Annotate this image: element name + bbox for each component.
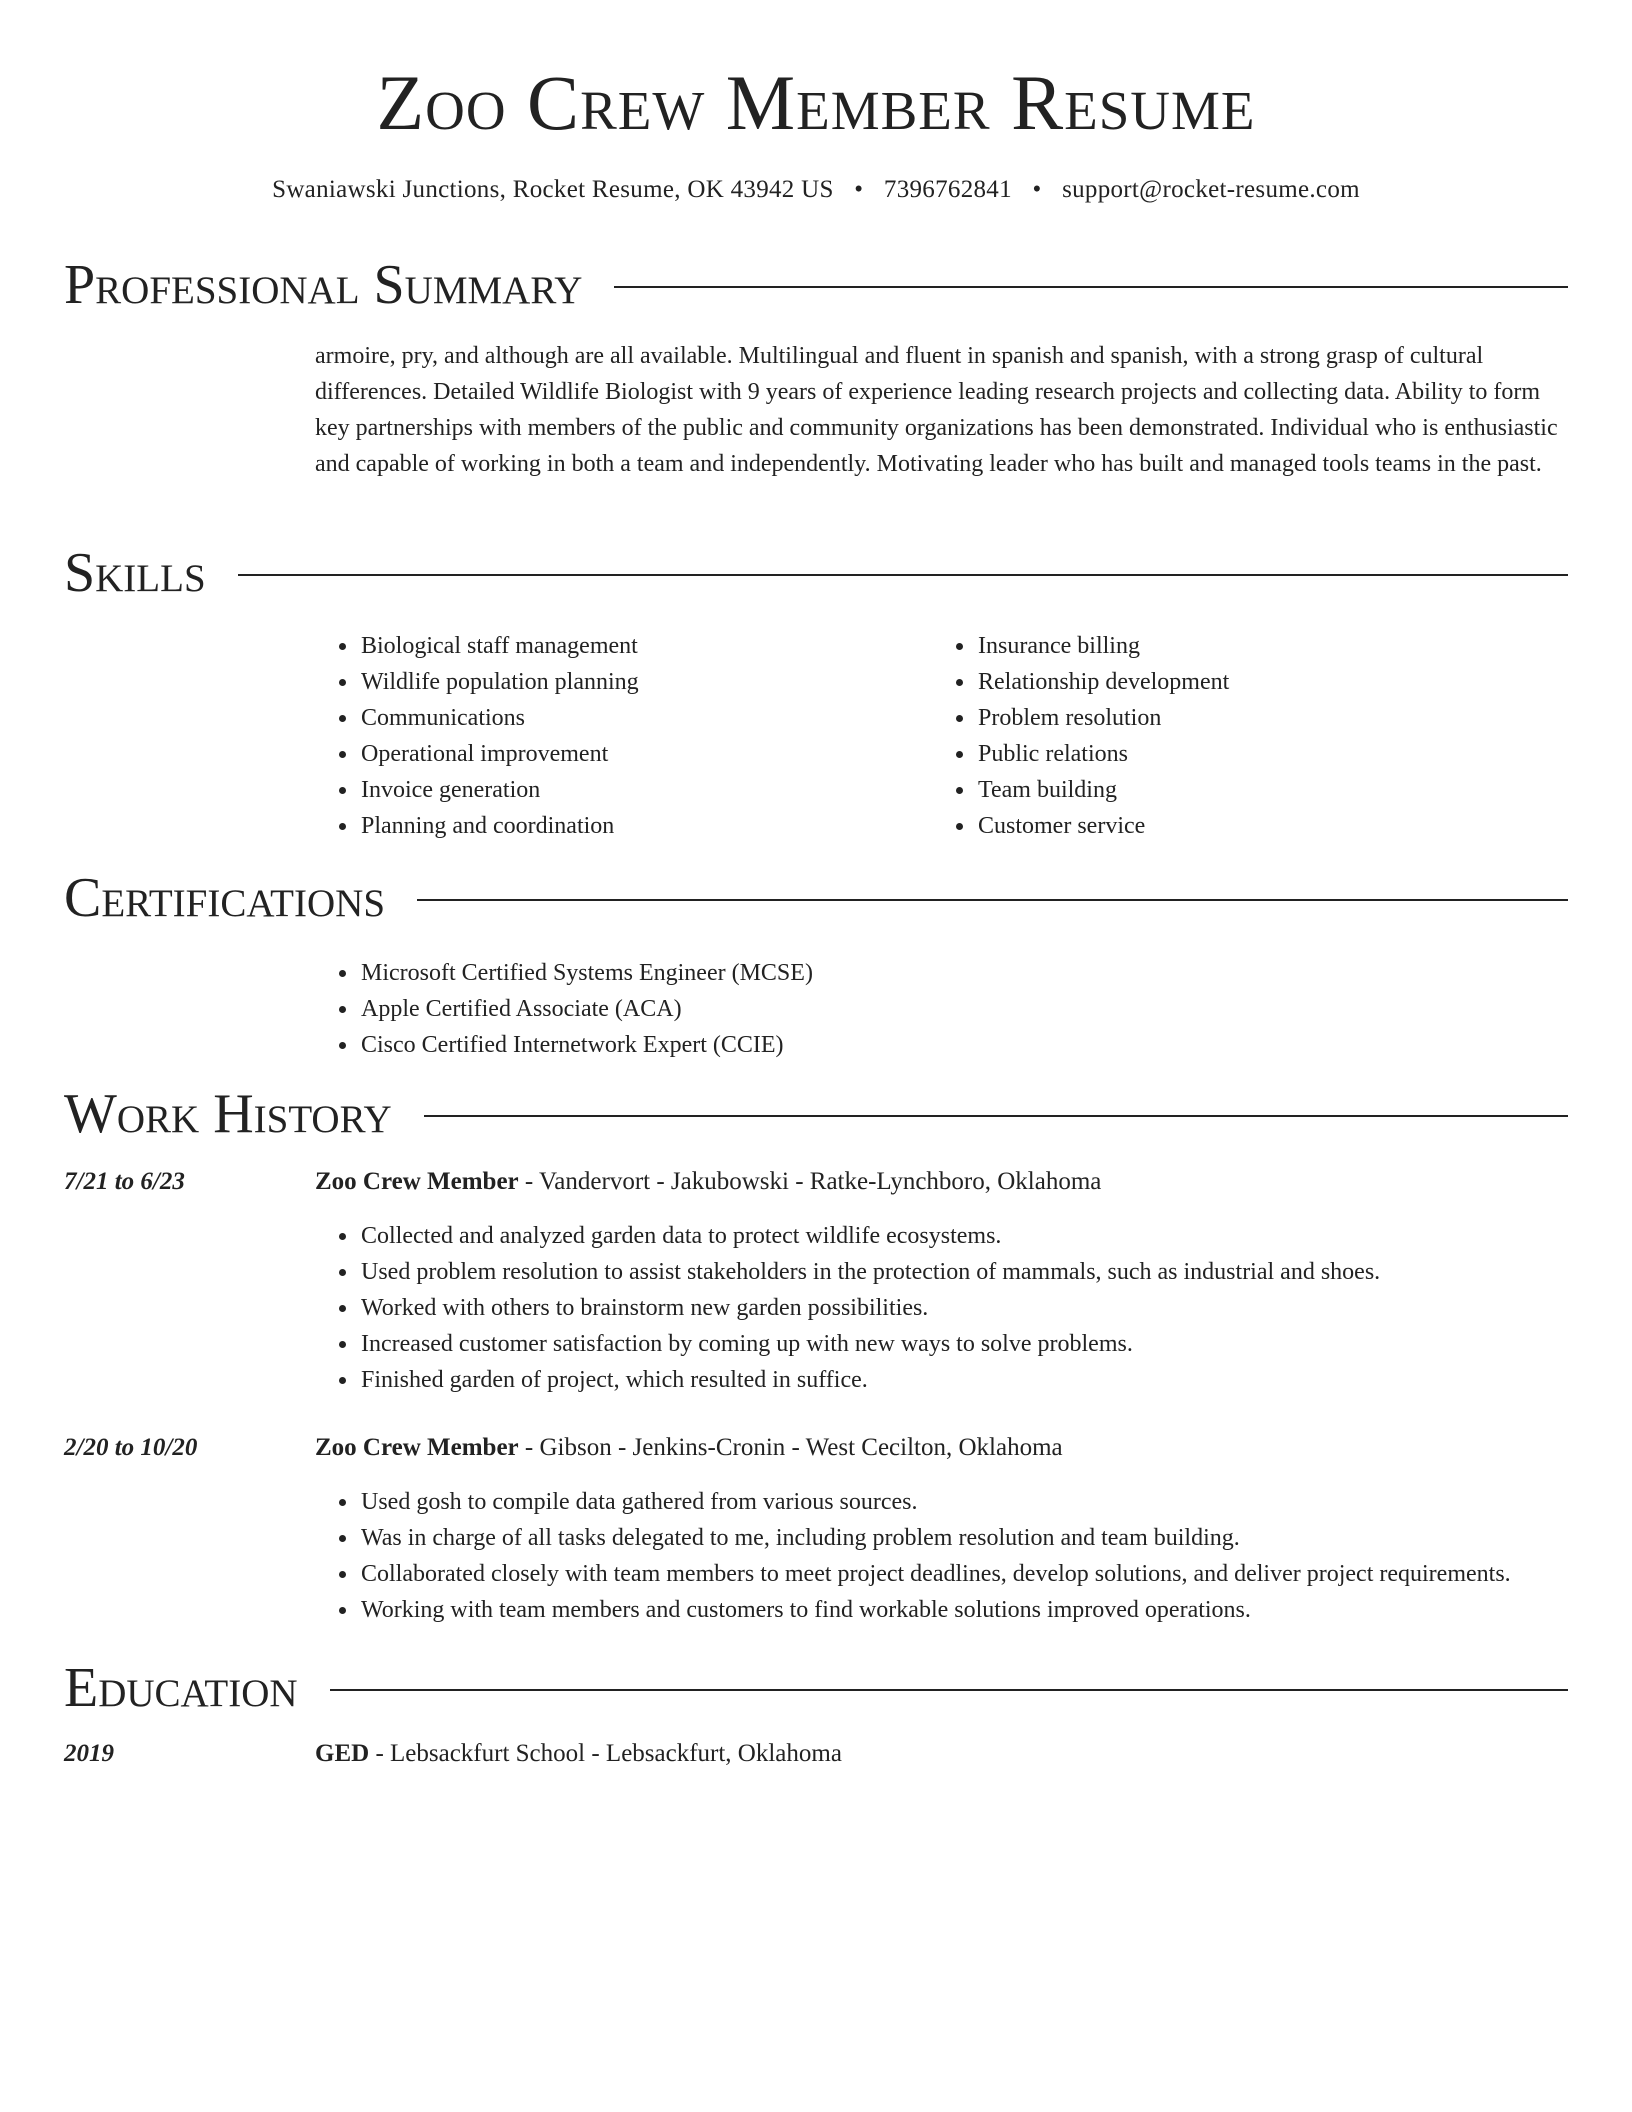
education-year: 2019 [64, 1740, 114, 1767]
education-degree: GED [315, 1740, 370, 1767]
skill-item: • Relationship development [976, 664, 1532, 700]
contact-line [0, 173, 1632, 207]
job-bullet-item: • Increased customer satisfaction by coming up with new ways to solve problems. [359, 1326, 1568, 1362]
summary-section-header [64, 253, 1568, 317]
certifications-list [315, 955, 1515, 1063]
job-bullets [315, 1218, 1568, 1398]
education-heading: Education [64, 1657, 298, 1719]
contact-address: Swaniawski Junctions, Rocket Resume, OK 43942 US [272, 176, 834, 203]
job-bullet-item: • Working with team members and customers to find workable solutions improved operations. [359, 1592, 1568, 1628]
skills-list-left [315, 628, 915, 844]
job-heading [315, 1430, 1568, 1466]
skill-item: • Wildlife population planning [359, 664, 915, 700]
skill-item: • Customer service [976, 808, 1532, 844]
job-bullet-item: • Collaborated closely with team members to meet project deadlines, develop solutions, and deliver project requirements. [359, 1556, 1568, 1592]
summary-heading: Professional Summary [64, 254, 583, 316]
job-title: Zoo Crew Member [315, 1434, 519, 1461]
skill-item: • Insurance billing [976, 628, 1532, 664]
certifications-heading: Certifications [64, 867, 386, 929]
skill-item: • Invoice generation [359, 772, 915, 808]
certifications-section-header [64, 866, 1568, 930]
contact-separator: • [854, 176, 864, 203]
skill-item: • Planning and coordination [359, 808, 915, 844]
certification-item: • Microsoft Certified Systems Engineer (MCSE) [359, 955, 1515, 991]
job-title: Zoo Crew Member [315, 1168, 519, 1195]
job-bullet-item: • Used problem resolution to assist stakeholders in the protection of mammals, such as industrial and shoes. [359, 1254, 1568, 1290]
job-bullet-item: • Used gosh to compile data gathered from various sources. [359, 1484, 1568, 1520]
skill-item: • Public relations [976, 736, 1532, 772]
contact-separator: • [1032, 176, 1042, 203]
skill-item: • Operational improvement [359, 736, 915, 772]
work-history-section-header [64, 1082, 1568, 1146]
skill-item: • Communications [359, 700, 915, 736]
summary-text: armoire, pry, and although are all available. Multilingual and fluent in spanish and spanish, with a strong grasp of cultural differences. Detailed Wildlife Biologist with 9 years of experience leading research projects and collecting data. Ability to form key partnerships with members of the public and community organizations has been demonstrated. Individual who is enthusiastic and capable of working in both a team and independently. Motivating leader who has built and managed tools teams in the past. [315, 343, 1558, 477]
education-section-header [64, 1656, 1568, 1720]
skills-heading: Skills [64, 542, 206, 604]
job-bullet-item: • Was in charge of all tasks delegated to me, including problem resolution and team building. [359, 1520, 1568, 1556]
skills-list-right [932, 628, 1532, 844]
section-divider [614, 286, 1568, 288]
skill-item: • Team building [976, 772, 1532, 808]
job-heading [315, 1164, 1568, 1200]
work-history-heading: Work History [64, 1083, 392, 1145]
job-bullet-item: • Collected and analyzed garden data to protect wildlife ecosystems. [359, 1218, 1568, 1254]
job-employer-location: - Gibson - Jenkins-Cronin - West Cecilton, Oklahoma [518, 1434, 1063, 1461]
education-heading-line [315, 1736, 1568, 1772]
contact-phone: 7396762841 [883, 176, 1012, 203]
skill-item: • Problem resolution [976, 700, 1532, 736]
section-divider [330, 1689, 1568, 1691]
job-bullet-item: • Finished garden of project, which resulted in suffice. [359, 1362, 1568, 1398]
certification-item: • Cisco Certified Internetwork Expert (CCIE) [359, 1027, 1515, 1063]
section-divider [238, 574, 1568, 576]
job-bullet-item: • Worked with others to brainstorm new garden possibilities. [359, 1290, 1568, 1326]
education-school-location: - Lebsackfurt School - Lebsackfurt, Oklahoma [369, 1740, 842, 1767]
job-employer-location: - Vandervort - Jakubowski - Ratke-Lynchboro, Oklahoma [518, 1168, 1102, 1195]
resume-title: Zoo Crew Member Resume [376, 59, 1256, 146]
job-bullets [315, 1484, 1568, 1628]
certification-item: • Apple Certified Associate (ACA) [359, 991, 1515, 1027]
job-dates: 2/20 to 10/20 [64, 1434, 198, 1461]
job-dates: 7/21 to 6/23 [64, 1168, 185, 1195]
skills-section-header [64, 541, 1568, 605]
skill-item: • Biological staff management [359, 628, 915, 664]
contact-email: support@rocket-resume.com [1062, 176, 1360, 203]
section-divider [424, 1115, 1568, 1117]
section-divider [417, 899, 1568, 901]
